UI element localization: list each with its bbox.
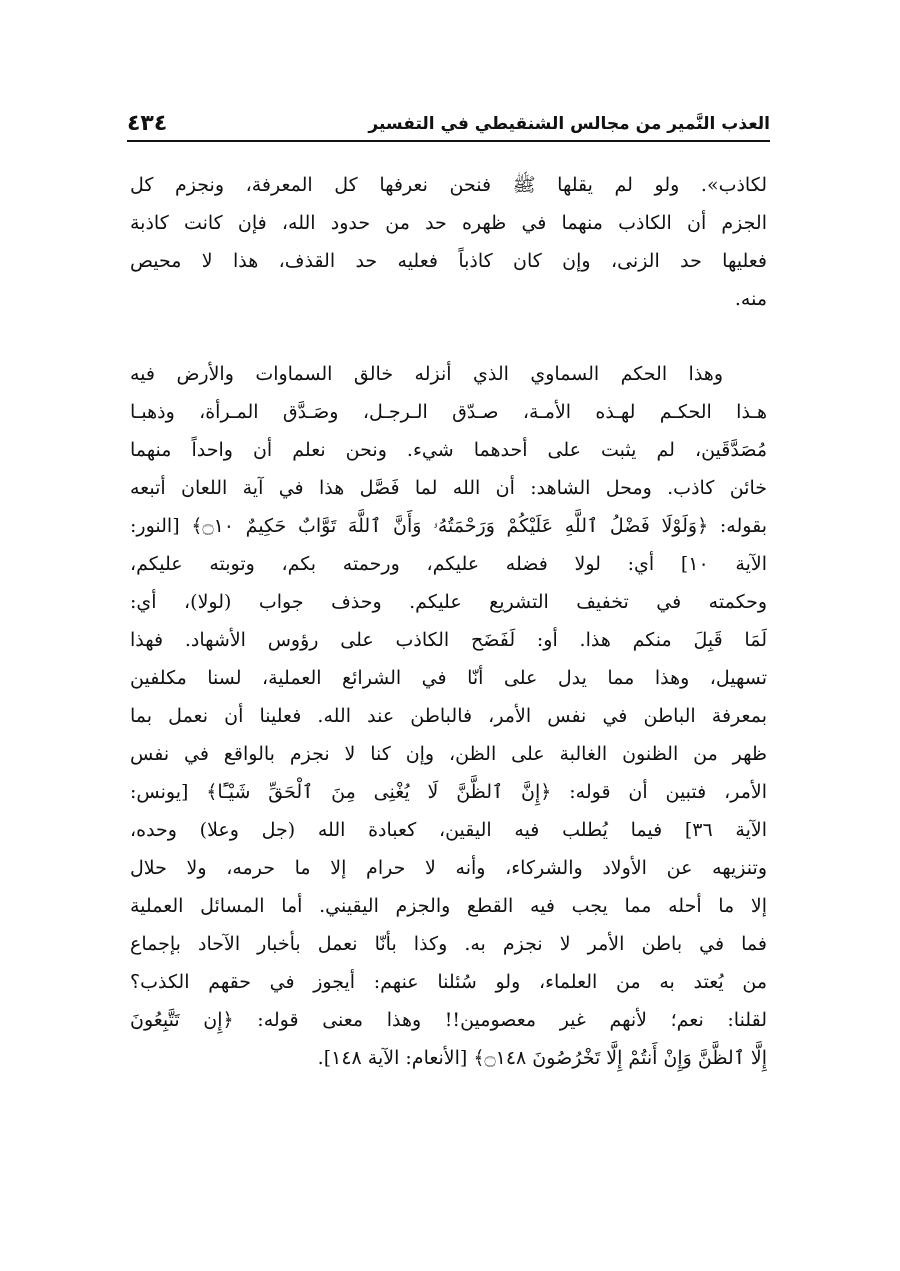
body-text: [130, 166, 767, 1077]
paragraph-1: [130, 166, 767, 318]
text-line: إلا ما أحله مما يجب فيه القطع والجزم اليقيني. أما المسائل العملية: [130, 895, 767, 917]
text-line: لكاذب». ولو لم يقلها ﷺ فنحن نعرفها كل المعرفة، ونجزم كل: [130, 174, 767, 196]
text-line: الجزم أن الكاذب منهما في ظهره حد من حدود الله، فإن كانت كاذبة: [130, 212, 767, 234]
text-line: وحكمته في تخفيف التشريع عليكم. وحذف جواب (لولا)، أي:: [130, 591, 767, 613]
running-header: [127, 106, 770, 142]
text-line: هـذا الحكـم لهـذه الأمـة، صـدّق الـرجـل، وصَـدَّق المـرأة، وذهبـا: [130, 401, 767, 423]
text-line: تسهيل، وهذا مما يدل على أنّا في الشرائع العملية، لسنا مكلفين: [130, 667, 767, 689]
paragraph-gap: [130, 318, 767, 355]
text-line: مُصَدَّقَين، لم يثبت على أحدهما شيء. ونحن نعلم أن واحداً منهما: [130, 439, 767, 461]
text-line: وهذا الحكم السماوي الذي أنزله خالق السماوات والأرض فيه: [130, 363, 723, 385]
text-line: من يُعتد به من العلماء، ولو سُئلنا عنهم: أيجوز في حقهم الكذب؟: [130, 971, 767, 993]
text-line: الآية ١٠] أي: لولا فضله عليكم، ورحمته بكم، وتوبته عليكم،: [130, 553, 767, 575]
page-number: ٤٣٤: [127, 111, 168, 136]
text-line: لَمَا قَبِلَ منكم هذا. أو: لَفَضَح الكاذب على رؤوس الأشهاد. فهذا: [130, 629, 767, 651]
text-line: فعليها حد الزنى، وإن كان كاذباً فعليه حد القذف، هذا لا محيص: [130, 250, 767, 272]
quran-quote-line: إِلَّا ٱلظَّنَّ وَإِنْ أَنتُمْ إِلَّا تَخْرُصُونَ ۝١٤٨﴾ [الأنعام: الآية ١٤٨].: [317, 1047, 767, 1069]
text-line: خائن كاذب. ومحل الشاهد: أن الله لما فَصَّل هذا في آية اللعان أتبعه: [130, 477, 767, 499]
quran-quote-line: لقلنا: نعم؛ لأنهم غير معصومين!! وهذا معنى قوله: ﴿إِن تَتَّبِعُونَ: [130, 1009, 767, 1031]
running-header-title: العذب النَّمير من مجالس الشنقيطي في التفسير: [368, 114, 770, 134]
text-line: منه.: [734, 288, 767, 310]
quran-quote-line: بقوله: ﴿وَلَوْلَا فَضْلُ ٱللَّهِ عَلَيْكُمْ وَرَحْمَتُهُۥ وَأَنَّ ٱللَّهَ تَوَّابٌ حَكِيمٌ ۝١٠﴾ [النور:: [130, 515, 767, 537]
text-line: الآية ٣٦] فيما يُطلب فيه اليقين، كعبادة الله (جل وعلا) وحده،: [130, 819, 767, 841]
paragraph-2: [130, 355, 767, 1077]
quran-quote-line: الأمر، فتبين أن قوله: ﴿إِنَّ ٱلظَّنَّ لَا يُغْنِى مِنَ ٱلْحَقِّ شَيْـًٔا﴾ [يونس:: [130, 781, 767, 803]
text-line: ظهر من الظنون الغالبة على الظن، وإن كنا لا نجزم بالواقع في نفس: [130, 743, 767, 765]
text-line: فما في باطن الأمر لا نجزم به. وكذا بأنّا نعمل بأخبار الآحاد بإجماع: [130, 933, 767, 955]
text-line: وتنزيهه عن الأولاد والشركاء، وأنه لا حرام إلا ما حرمه، ولا حلال: [130, 857, 767, 879]
text-line: بمعرفة الباطن في نفس الأمر، فالباطن عند الله. فعلينا أن نعمل بما: [130, 705, 767, 727]
